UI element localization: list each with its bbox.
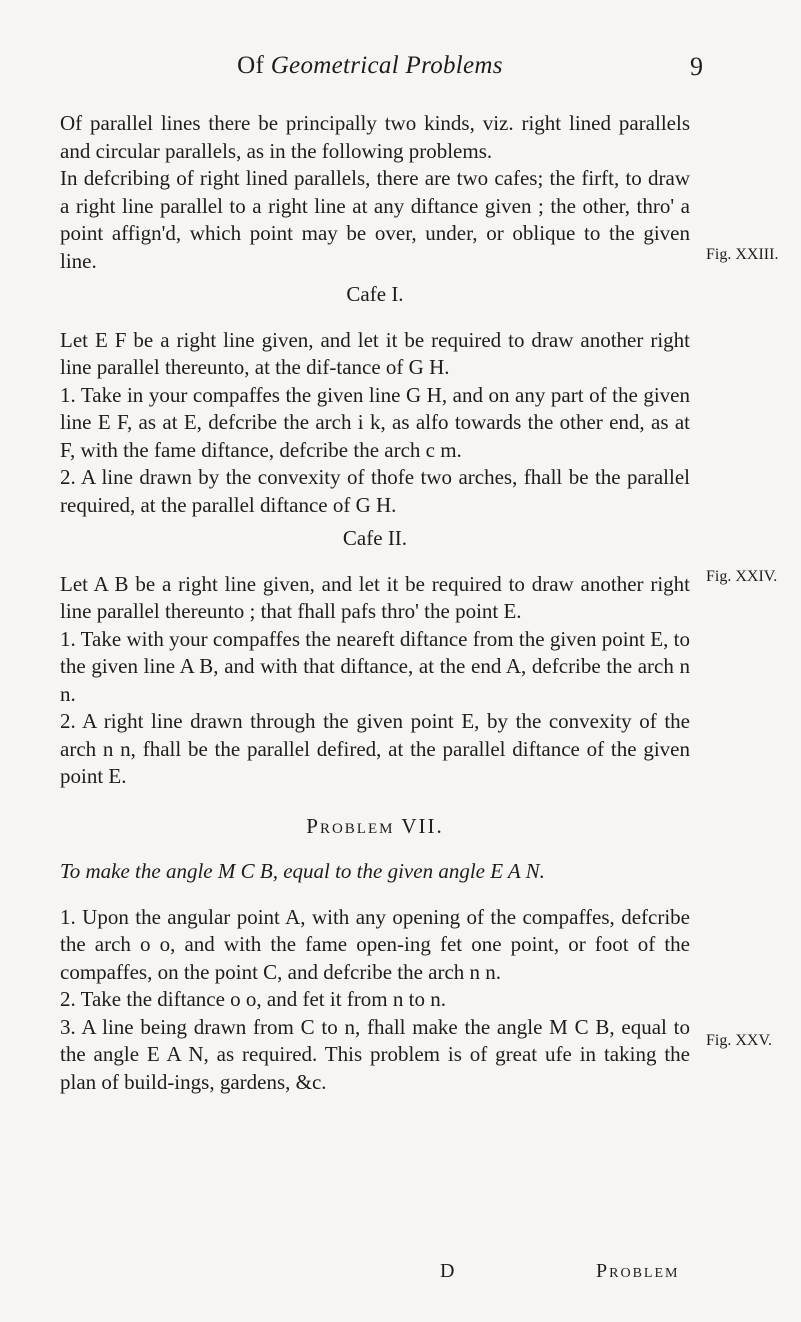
paragraph-case2: Let A B be a right line given, and let it be required to draw another right line parallel thereunto ; that fhall pafs thro' the point E. (60, 571, 690, 623)
case-heading-1: Cafe I. (346, 282, 404, 306)
paragraph-cases: In defcribing of right lined parallels, there are two cafes; the firft, to draw a right line parallel to a right line at any diftance given ; the other, thro' a point affign'd, which point may be over, under, or oblique to the given line. (60, 166, 690, 273)
paragraph-case1-step2: 2. A line drawn by the convexity of thofe two arches, fhall be the parallel required, at the parallel diftance of G H. (60, 465, 690, 517)
problem-heading: Problem VII. (306, 813, 444, 838)
problem-statement: To make the angle M C B, equal to the given angle E A N. (60, 859, 545, 883)
paragraph-case2-step1: 1. Take with your compaffes the neareft diftance from the given point E, to the given line A B, and with that diftance, at the end A, defcribe the arch n n. (60, 626, 690, 706)
page-number: 9 (690, 52, 703, 81)
paragraph-case2-step2: 2. A right line drawn through the given point E, by the convexity of the arch n n, fhall be the parallel defired, at the parallel diftance of the given point E. (60, 709, 690, 788)
paragraph-case1-step1: 1. Take in your compaffes the given line G H, and on any part of the given line E F, as at E, defcribe the arch i k, as alfo towards the other end, as at F, with the fame diftance, defcribe the arch c m. (60, 382, 690, 462)
margin-note-fig24: Fig. XXIV. (706, 568, 778, 585)
signature-mark: D (440, 1260, 455, 1282)
catchword: Problem (596, 1260, 680, 1282)
running-header (60, 52, 680, 80)
header-title: Geometrical Problems (270, 52, 503, 79)
paragraph-problem-step2: 2. Take the diftance o o, and fet it from n to n. (60, 987, 446, 1011)
paragraph-case1: Let E F be a right line given, and let it be required to draw another right line parallel thereunto, at the dif-tance of G H. (60, 327, 690, 379)
paragraph-problem-step3: 3. A line being drawn from C to n, fhall make the angle M C B, equal to the angle E A N, as required. This problem is of great ufe in taking the plan of build-ings, gardens, &c. (60, 1014, 690, 1094)
header-prefix: Of (237, 52, 265, 79)
paragraph-problem-step1: 1. Upon the angular point A, with any opening of the compaffes, defcribe the arch o o, and with the fame open-ing fet one point, or foot of the compaffes, on the point C, and defcribe the arch n n. (60, 904, 690, 984)
case-heading-2: Cafe II. (342, 526, 408, 550)
paragraph-intro: Of parallel lines there be principally two kinds, viz. right lined parallels and circular parallels, as in the following problems. (60, 111, 690, 163)
margin-note-fig25: Fig. XXV. (706, 1032, 772, 1049)
margin-note-fig23: Fig. XXIII. (706, 246, 779, 263)
body-text (60, 110, 690, 1096)
